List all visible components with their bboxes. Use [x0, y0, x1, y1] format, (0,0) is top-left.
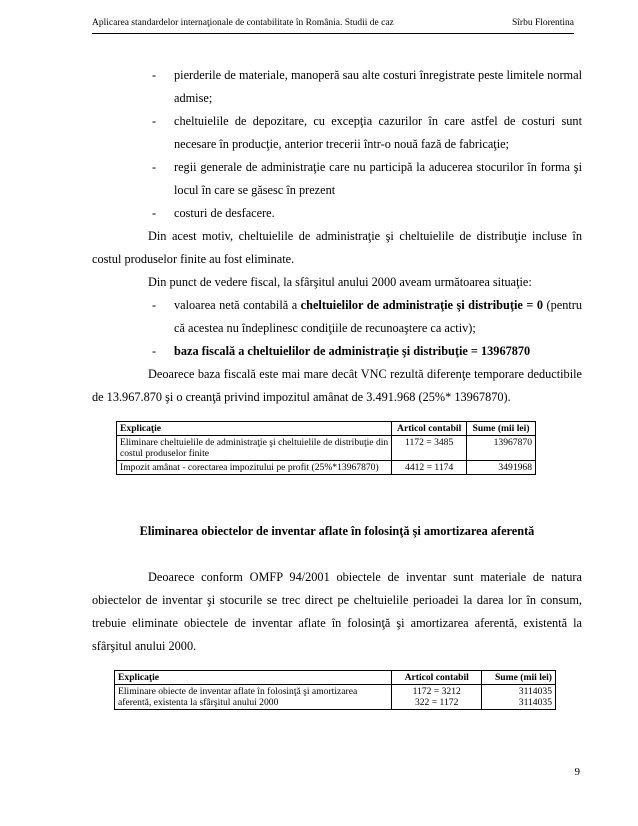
table-row	[117, 461, 536, 475]
table-cell: 1172 = 3212 322 = 1172	[392, 685, 482, 710]
table-cell: 13967870	[467, 436, 536, 461]
table-cell: 4412 = 1174	[392, 461, 467, 475]
header-author: Sîrbu Florentina	[511, 18, 574, 28]
section-2	[92, 566, 582, 658]
paragraph: Din punct de vedere fiscal, la sfârşitul anului 2000 aveam următoarea situaţie:	[148, 275, 532, 289]
table-cell: 3491968	[467, 461, 536, 475]
list-item: - pierderile de materiale, manoperă sau alte costuri înregistrate peste limitele normal admise;	[152, 68, 582, 105]
table-row	[117, 436, 536, 461]
accounting-table-2	[114, 670, 556, 710]
column-header: Sume (mii lei)	[467, 422, 536, 436]
column-header: Explicaţie	[115, 671, 392, 685]
column-header: Sume (mii lei)	[482, 671, 556, 685]
list-item: - valoarea netă contabilă a cheltuielilor de administraţie şi distribuţie = 0 (pentru că acestea nu îndeplinesc condiţiile de recunoaştere ca activ);	[152, 298, 582, 335]
list-item: - regii generale de administraţie care nu participă la aducerea stocurilor în forma şi locul în care se găsesc în prezent	[152, 160, 582, 197]
section-1	[92, 64, 582, 409]
table-cell: Eliminare obiecte de inventar aflate în folosinţă şi amortizarea aferentă, existenta la sfârşitul anului 2000	[115, 685, 392, 710]
table-row	[115, 685, 556, 710]
paragraph: Deoarece baza fiscală este mai mare decât VNC rezultă diferenţe temporare deductibile de 13.967.870 şi o creanţă privind impozitul amânat de 3.491.968 (25%* 13967870).	[92, 367, 582, 404]
table-header-row	[117, 422, 536, 436]
section-heading: Eliminarea obiectelor de inventar aflate în folosinţă şi amortizarea aferentă	[139, 524, 535, 538]
table-cell: Impozit amânat - corectarea impozitului pe profit (25%*13967870)	[117, 461, 392, 475]
column-header: Articol contabil	[392, 422, 467, 436]
list-item: - cheltuielile de depozitare, cu excepţia cazurilor în care astfel de costuri sunt necesare în producţie, anterior trecerii într-o nouă fază de fabricaţie;	[152, 114, 582, 151]
paragraph: Din acest motiv, cheltuielile de administraţie şi cheltuielile de distribuţie incluse în costul produselor finite au fost eliminate.	[92, 229, 582, 266]
accounting-table-1	[116, 421, 536, 475]
table-header-row	[115, 671, 556, 685]
page-header	[92, 18, 574, 34]
list-item: - costuri de desfacere.	[152, 206, 275, 220]
page-number: 9	[574, 766, 580, 778]
paragraph: Deoarece conform OMFP 94/2001 obiectele de inventar sunt materiale de natura obiectelor de inventar şi stocurile se trec direct pe cheltuielile perioadei la darea lor în consum, trebuie eliminate obiectele de inventar aflate în folosinţă şi amortizarea aferentă, existentă la sfârşitul anului 2000.	[92, 570, 582, 653]
header-title: Aplicarea standardelor internaţionale de contabilitate în România. Studii de caz	[92, 18, 394, 28]
column-header: Articol contabil	[392, 671, 482, 685]
list-item: - baza fiscală a cheltuielilor de administraţie şi distribuţie = 13967870	[152, 344, 531, 358]
table-cell: 1172 = 3485	[392, 436, 467, 461]
table-cell: Eliminare cheltuielile de administraţie şi cheltuielile de distribuţie din costul produselor finite	[117, 436, 392, 461]
table-cell: 3114035 3114035	[482, 685, 556, 710]
column-header: Explicaţie	[117, 422, 392, 436]
